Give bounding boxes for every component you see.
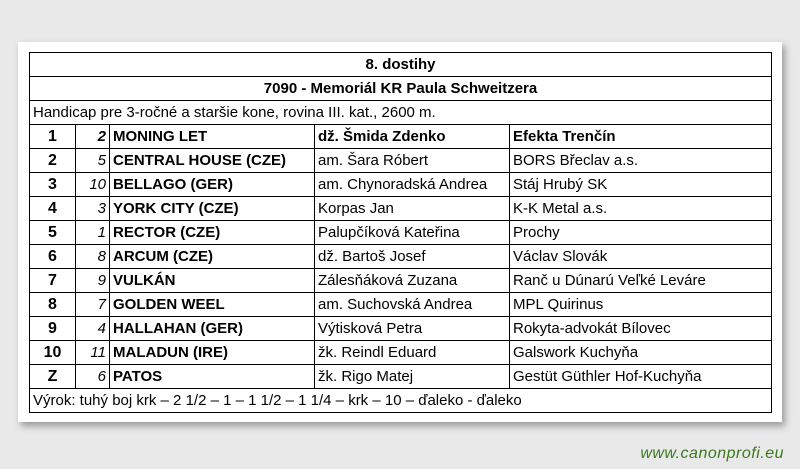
race-results-table — [29, 52, 772, 413]
horse-name: RECTOR (CZE) — [110, 221, 315, 245]
horse-name: YORK CITY (CZE) — [110, 197, 315, 221]
table-row — [30, 341, 772, 365]
table-row — [30, 221, 772, 245]
start-number: 1 — [76, 221, 110, 245]
owner-name: Efekta Trenčín — [510, 125, 772, 149]
horse-name: BELLAGO (GER) — [110, 173, 315, 197]
results-sheet — [18, 42, 782, 422]
finish-place: 8 — [30, 293, 76, 317]
finish-place: 4 — [30, 197, 76, 221]
finish-place: 2 — [30, 149, 76, 173]
owner-name: BORS Břeclav a.s. — [510, 149, 772, 173]
finish-place: 10 — [30, 341, 76, 365]
finish-place: 9 — [30, 317, 76, 341]
table-row — [30, 245, 772, 269]
start-number: 5 — [76, 149, 110, 173]
race-conditions-row — [30, 101, 772, 125]
owner-name: Prochy — [510, 221, 772, 245]
results-body — [30, 53, 772, 389]
finish-place: 7 — [30, 269, 76, 293]
finish-place: 1 — [30, 125, 76, 149]
horse-name: ARCUM (CZE) — [110, 245, 315, 269]
start-number: 4 — [76, 317, 110, 341]
table-row — [30, 293, 772, 317]
jockey-name: žk. Rigo Matej — [315, 365, 510, 389]
start-number: 6 — [76, 365, 110, 389]
owner-name: MPL Quirinus — [510, 293, 772, 317]
race-title: 7090 - Memoriál KR Paula Schweitzera — [30, 77, 772, 101]
finish-place: 5 — [30, 221, 76, 245]
owner-name: Václav Slovák — [510, 245, 772, 269]
start-number: 11 — [76, 341, 110, 365]
horse-name: CENTRAL HOUSE (CZE) — [110, 149, 315, 173]
jockey-name: Korpas Jan — [315, 197, 510, 221]
start-number: 10 — [76, 173, 110, 197]
table-row — [30, 149, 772, 173]
table-row — [30, 197, 772, 221]
table-row — [30, 125, 772, 149]
table-row — [30, 365, 772, 389]
jockey-name: am. Chynoradská Andrea — [315, 173, 510, 197]
start-number: 2 — [76, 125, 110, 149]
owner-name: K-K Metal a.s. — [510, 197, 772, 221]
horse-name: GOLDEN WEEL — [110, 293, 315, 317]
jockey-name: am. Šara Róbert — [315, 149, 510, 173]
horse-name: MALADUN (IRE) — [110, 341, 315, 365]
owner-name: Stáj Hrubý SK — [510, 173, 772, 197]
owner-name: Galswork Kuchyňa — [510, 341, 772, 365]
start-number: 3 — [76, 197, 110, 221]
owner-name: Gestüt Güthler Hof-Kuchyňa — [510, 365, 772, 389]
race-verdict: Výrok: tuhý boj krk – 2 1/2 – 1 – 1 1/2 – 1 1/4 – krk – 10 – ďaleko - ďaleko — [30, 389, 772, 413]
race-conditions: Handicap pre 3-ročné a staršie kone, rovina III. kat., 2600 m. — [30, 101, 772, 125]
table-row — [30, 269, 772, 293]
verdict-row — [30, 389, 772, 413]
jockey-name: Zálesňáková Zuzana — [315, 269, 510, 293]
jockey-name: Palupčíková Kateřina — [315, 221, 510, 245]
jockey-name: am. Suchovská Andrea — [315, 293, 510, 317]
start-number: 8 — [76, 245, 110, 269]
horse-name: HALLAHAN (GER) — [110, 317, 315, 341]
table-row — [30, 173, 772, 197]
horse-name: PATOS — [110, 365, 315, 389]
jockey-name: Výtisková Petra — [315, 317, 510, 341]
jockey-name: žk. Reindl Eduard — [315, 341, 510, 365]
start-number: 9 — [76, 269, 110, 293]
race-title-row — [30, 77, 772, 101]
jockey-name: dž. Šmida Zdenko — [315, 125, 510, 149]
start-number: 7 — [76, 293, 110, 317]
finish-place: 3 — [30, 173, 76, 197]
watermark-text: www.canonprofi.eu — [640, 445, 784, 462]
horse-name: MONING LET — [110, 125, 315, 149]
finish-place: 6 — [30, 245, 76, 269]
table-row — [30, 317, 772, 341]
finish-place: Z — [30, 365, 76, 389]
race-number-label: 8. dostihy — [30, 53, 772, 77]
jockey-name: dž. Bartoš Josef — [315, 245, 510, 269]
horse-name: VULKÁN — [110, 269, 315, 293]
race-number-row — [30, 53, 772, 77]
owner-name: Ranč u Dúnarú Veľké Leváre — [510, 269, 772, 293]
owner-name: Rokyta-advokát Bílovec — [510, 317, 772, 341]
